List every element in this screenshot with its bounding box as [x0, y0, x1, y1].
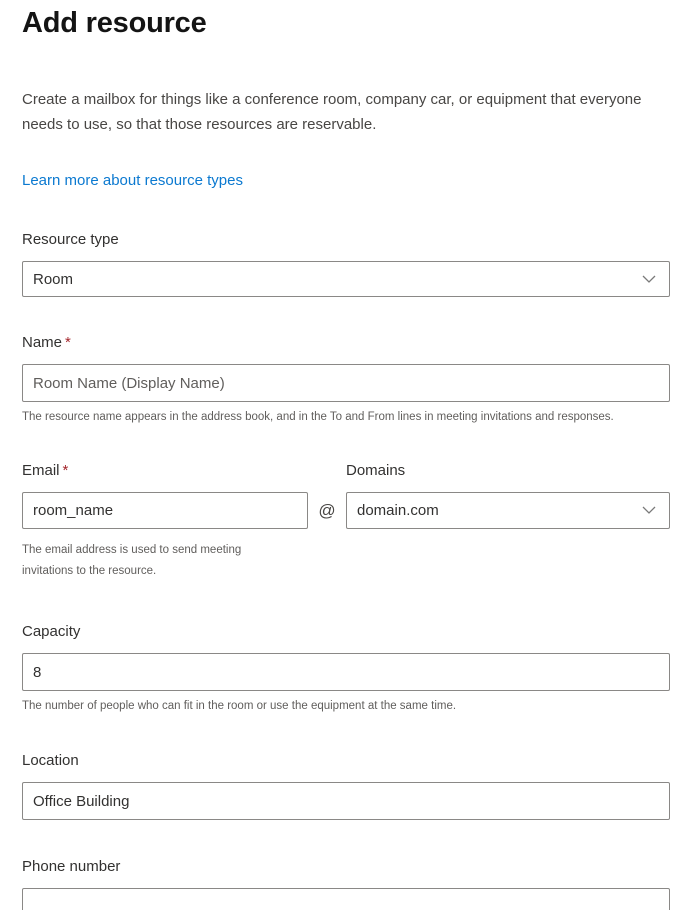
- capacity-label: Capacity: [22, 623, 81, 640]
- email-helper-line1: The email address is used to send meeting: [22, 544, 242, 556]
- location-input[interactable]: [22, 782, 670, 820]
- name-helper-text: The resource name appears in the address book, and in the To and From lines in meeting invitations and responses.: [22, 411, 614, 423]
- phone-label: Phone number: [22, 858, 121, 875]
- resource-type-value: Room: [33, 270, 74, 288]
- name-label-text: Name: [22, 334, 63, 351]
- email-helper-text: [22, 540, 322, 582]
- email-field: [22, 461, 670, 582]
- domains-value: domain.com: [357, 502, 439, 519]
- resource-type-field: [22, 230, 670, 297]
- at-separator: @: [318, 500, 336, 520]
- email-row: [22, 492, 670, 529]
- learn-more-link[interactable]: Learn more about resource types: [22, 172, 243, 189]
- phone-field: [22, 857, 670, 910]
- required-asterisk: *: [65, 334, 71, 351]
- resource-type-dropdown[interactable]: [22, 261, 670, 297]
- page-title: Add resource: [22, 7, 207, 39]
- name-field: [22, 333, 670, 424]
- email-labels-row: [22, 461, 670, 481]
- required-asterisk: *: [62, 462, 69, 479]
- email-label: [22, 461, 346, 481]
- email-input[interactable]: [22, 492, 308, 529]
- chevron-down-icon: [642, 506, 656, 515]
- chevron-down-icon: [642, 275, 656, 284]
- capacity-field: [22, 622, 670, 713]
- page-description: Create a mailbox for things like a conference room, company car, or equipment that everyone needs to use, so that those resources are reservable.: [22, 91, 642, 133]
- capacity-helper-text: The number of people who can fit in the room or use the equipment at the same time.: [22, 700, 457, 712]
- location-label: Location: [22, 752, 79, 769]
- capacity-input[interactable]: [22, 653, 670, 691]
- name-label: [22, 333, 670, 353]
- resource-type-label: Resource type: [22, 231, 119, 248]
- name-input[interactable]: [22, 364, 670, 402]
- phone-input[interactable]: [22, 888, 670, 910]
- domains-dropdown[interactable]: [346, 492, 670, 529]
- domains-label: Domains: [346, 462, 406, 479]
- location-field: [22, 751, 670, 820]
- email-helper-line2: invitations to the resource.: [22, 565, 157, 577]
- email-label-text: Email: [22, 462, 60, 479]
